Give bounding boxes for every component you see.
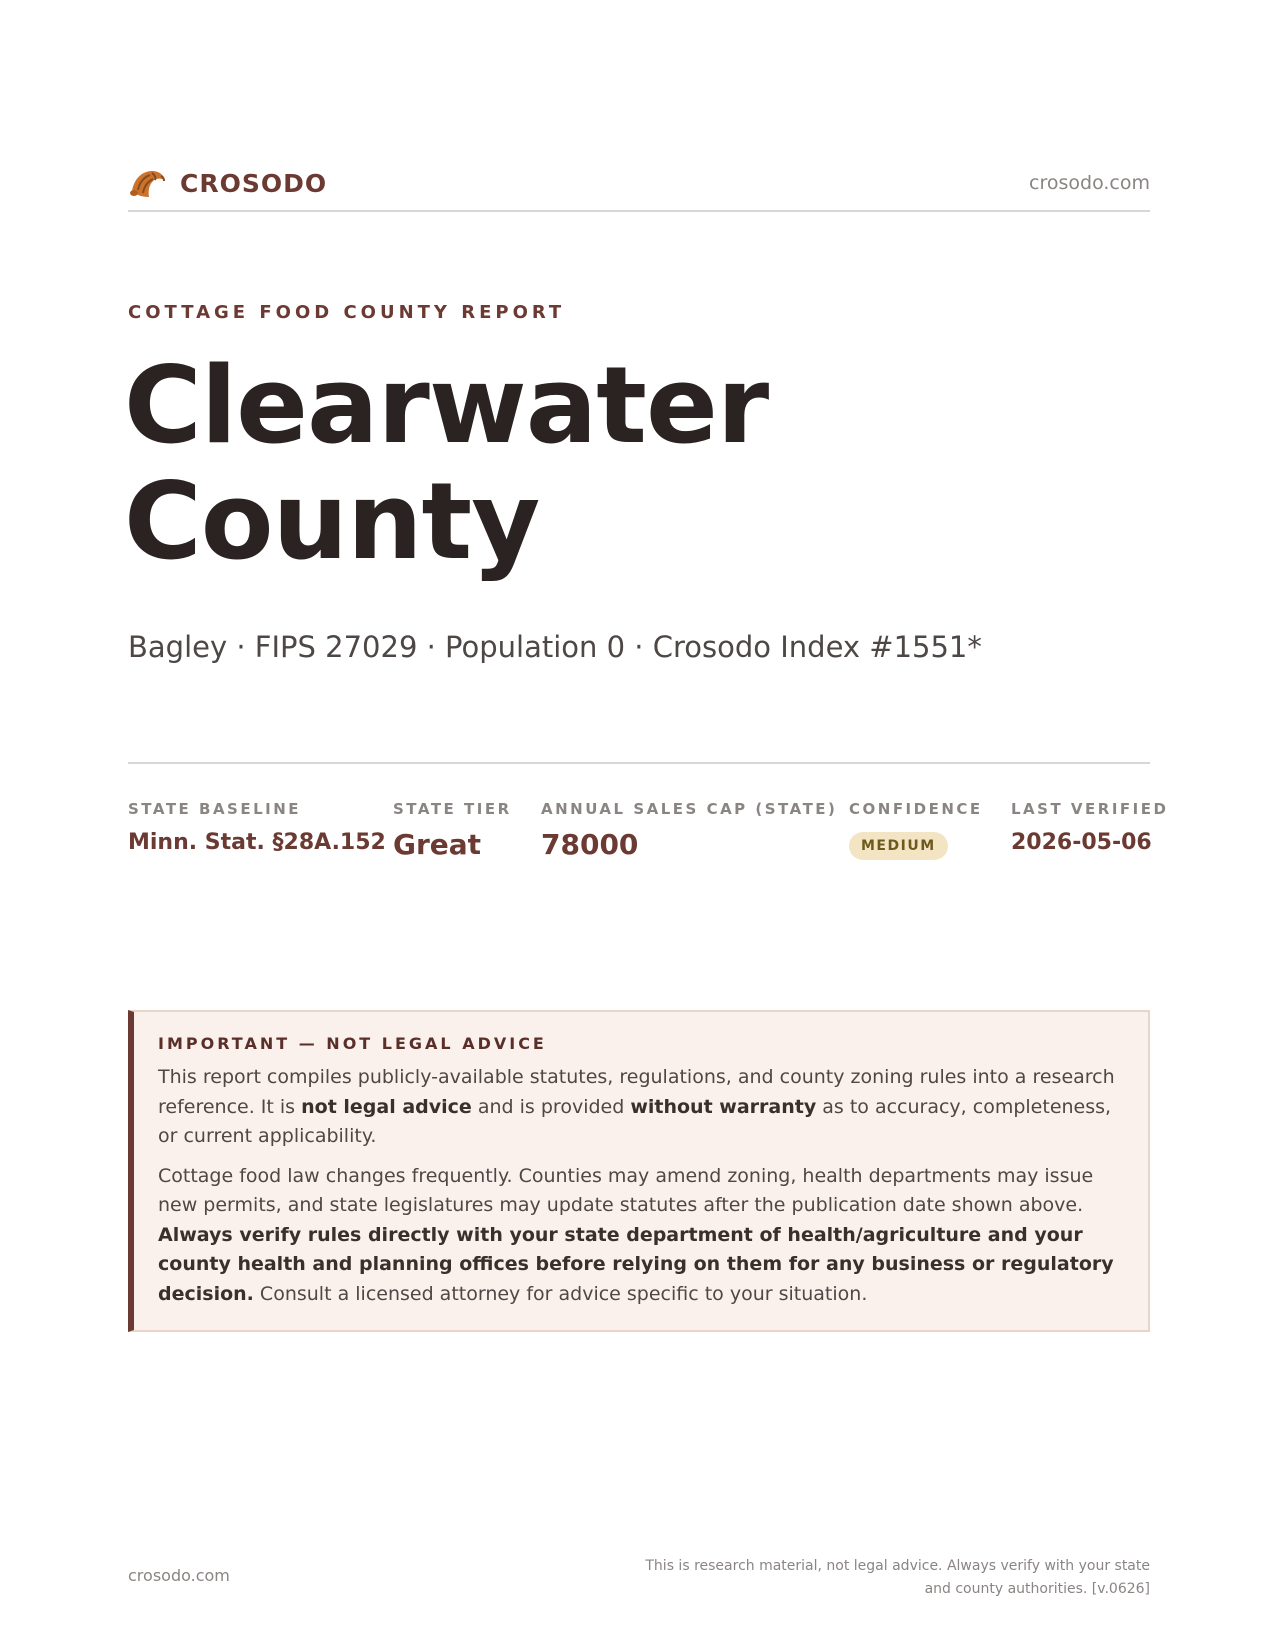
page-header xyxy=(128,158,1150,208)
callout-paragraph-2 xyxy=(158,1162,1124,1310)
header-divider xyxy=(128,210,1150,212)
meta-divider xyxy=(128,762,1150,764)
title-line-1: Clearwater xyxy=(124,344,769,467)
report-eyebrow: COTTAGE FOOD COUNTY REPORT xyxy=(128,302,566,323)
stat-state-tier xyxy=(393,800,512,861)
stat-value: Great xyxy=(393,828,482,861)
callout-text: and is provided xyxy=(471,1095,631,1118)
page-title xyxy=(124,344,1024,583)
stat-state-baseline xyxy=(128,800,386,855)
brand-name: CROSODO xyxy=(180,168,328,198)
stat-label: STATE BASELINE xyxy=(128,800,302,818)
stat-confidence xyxy=(849,800,983,860)
stat-label: LAST VERIFIED xyxy=(1011,800,1169,818)
stat-value: Minn. Stat. §28A.152 xyxy=(128,830,386,855)
callout-paragraph-1 xyxy=(158,1063,1124,1152)
callout-text: Cottage food law changes frequently. Counties may amend zoning, health departments may issue new permits, and state legislatures may update statutes after the publication date shown above. xyxy=(158,1164,1094,1216)
legal-disclaimer-callout xyxy=(128,1010,1150,1332)
callout-text: Consult a licensed attorney for advice specific to your situation. xyxy=(253,1282,868,1305)
stat-label: CONFIDENCE xyxy=(849,800,983,818)
title-line-2: County xyxy=(124,460,540,583)
callout-emphasis: without warranty xyxy=(630,1095,817,1118)
footer-site-link[interactable]: crosodo.com xyxy=(128,1566,230,1585)
stat-label: ANNUAL SALES CAP (STATE) xyxy=(541,800,838,818)
header-site-link[interactable]: crosodo.com xyxy=(1029,172,1150,194)
callout-emphasis: not legal advice xyxy=(301,1095,472,1118)
footer-disclaimer-line-2: and county authorities. [v.0626] xyxy=(924,1581,1150,1597)
stat-value: 78000 xyxy=(541,828,639,861)
callout-emphasis: Always verify rules directly with your state department of health/agriculture and your county health and planning offices before relying on them for any business or regulatory decision. xyxy=(158,1223,1114,1305)
brand[interactable] xyxy=(128,163,327,203)
confidence-badge: MEDIUM xyxy=(849,832,948,860)
croissant-icon xyxy=(128,163,168,203)
stat-sales-cap xyxy=(541,800,837,861)
callout-text: This report compiles publicly-available statutes, regulations, and county zoning rules into a research reference. It is xyxy=(158,1066,1115,1118)
footer-disclaimer xyxy=(590,1555,1150,1601)
stat-label: STATE TIER xyxy=(393,800,512,818)
stat-last-verified xyxy=(1011,800,1168,855)
callout-title: IMPORTANT — NOT LEGAL ADVICE xyxy=(158,1034,547,1053)
county-subtitle: Bagley · FIPS 27029 · Population 0 · Crosodo Index #1551* xyxy=(128,630,982,664)
callout-text: as to accuracy, completeness, or current applicability. xyxy=(158,1095,1112,1147)
footer-disclaimer-line-1: This is research material, not legal advice. Always verify with your state xyxy=(645,1558,1150,1574)
report-page xyxy=(124,0,1169,1650)
stat-value: 2026-05-06 xyxy=(1011,830,1152,855)
